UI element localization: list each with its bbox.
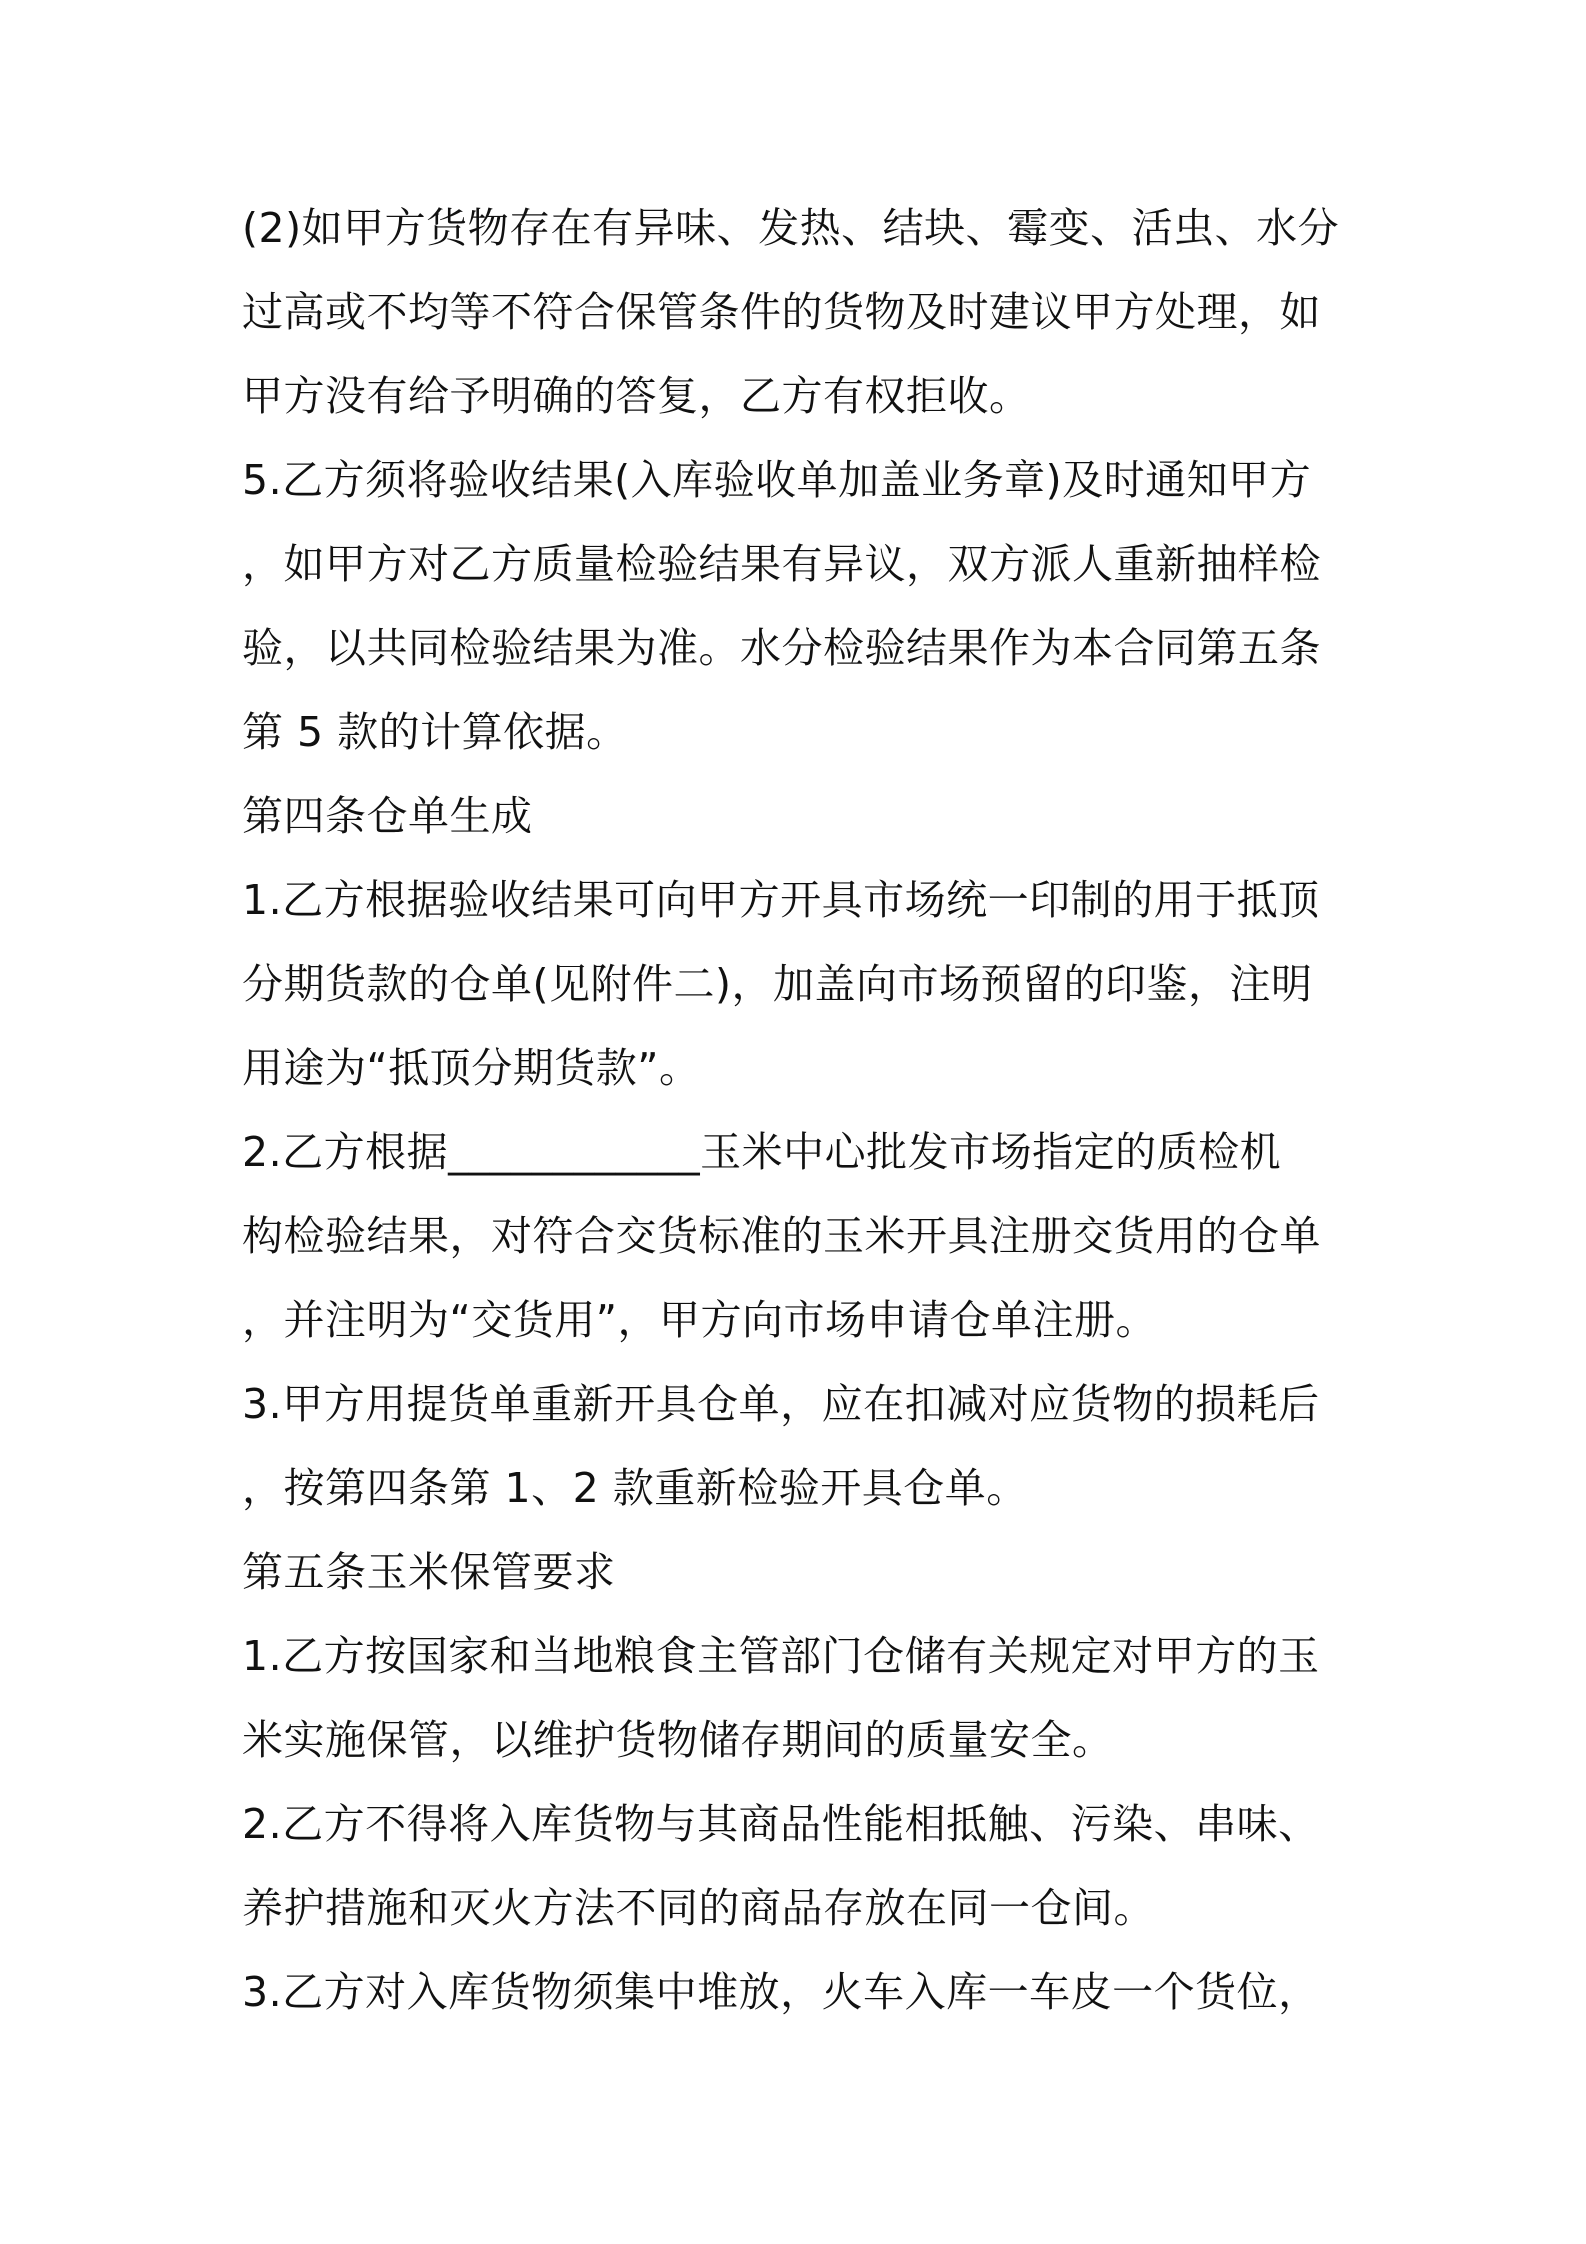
paragraph-line: (2)如甲方货物存在有异味、发热、结块、霉变、活虫、水分 — [242, 204, 1340, 252]
paragraph-line: 3.甲方用提货单重新开具仓单，应在扣减对应货物的损耗后 — [242, 1380, 1320, 1428]
paragraph-line: 米实施保管，以维护货物储存期间的质量安全。 — [242, 1716, 1114, 1764]
section-heading: 第五条玉米保管要求 — [242, 1548, 616, 1596]
paragraph-line: 5.乙方须将验收结果(入库验收单加盖业务章)及时通知甲方 — [242, 456, 1312, 504]
section-heading: 第四条仓单生成 — [242, 792, 533, 840]
paragraph-line: 1.乙方按国家和当地粮食主管部门仓储有关规定对甲方的玉 — [242, 1632, 1320, 1680]
paragraph-line: 3.乙方对入库货物须集中堆放，火车入库一车皮一个货位， — [242, 1968, 1320, 2016]
paragraph-line: 过高或不均等不符合保管条件的货物及时建议甲方处理，如 — [242, 288, 1321, 336]
paragraph-line: 验，以共同检验结果为准。水分检验结果作为本合同第五条 — [242, 624, 1321, 672]
document-body — [242, 186, 1442, 2034]
paragraph-line: 养护措施和灭火方法不同的商品存放在同一仓间。 — [242, 1884, 1155, 1932]
paragraph-line: 用途为“抵顶分期货款”。 — [242, 1044, 701, 1092]
paragraph-line: ，并注明为“交货用”，甲方向市场申请仓单注册。 — [242, 1296, 1157, 1344]
paragraph-line: 2.乙方根据____________玉米中心批发市场指定的质检机 — [242, 1128, 1282, 1176]
paragraph-line: 构检验结果，对符合交货标准的玉米开具注册交货用的仓单 — [242, 1212, 1321, 1260]
paragraph-line: 1.乙方根据验收结果可向甲方开具市场统一印制的用于抵顶 — [242, 876, 1320, 924]
paragraph-line: 2.乙方不得将入库货物与其商品性能相抵触、污染、串味、 — [242, 1800, 1320, 1848]
paragraph-line: 分期货款的仓单(见附件二)，加盖向市场预留的印鉴，注明 — [242, 960, 1313, 1008]
paragraph-line: ，如甲方对乙方质量检验结果有异议，双方派人重新抽样检 — [242, 540, 1321, 588]
paragraph-line: ，按第四条第 1、2 款重新检验开具仓单。 — [242, 1464, 1028, 1512]
paragraph-line: 甲方没有给予明确的答复，乙方有权拒收。 — [242, 372, 1031, 420]
paragraph-line: 第 5 款的计算依据。 — [242, 708, 628, 756]
